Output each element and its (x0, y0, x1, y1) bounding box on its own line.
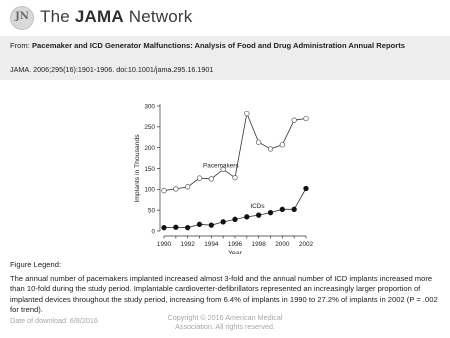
x-tick-label: 1998 (251, 241, 266, 248)
brand-bold: JAMA (74, 7, 124, 26)
copyright-line-2: Association. All rights reserved. (175, 322, 275, 331)
data-point-pacemakers (304, 116, 309, 121)
chart-axes (157, 104, 306, 239)
y-axis-title: Implants in Thousands (134, 134, 141, 203)
article-info-band (0, 36, 450, 80)
data-point-pacemakers (162, 188, 167, 193)
x-tick-label: 1996 (227, 241, 243, 248)
from-label: From: (10, 41, 30, 50)
chart-series-markers (162, 111, 309, 230)
site-header (0, 0, 450, 36)
x-tick-label: 2000 (275, 241, 290, 248)
data-point-icds (268, 210, 273, 215)
y-tick-label: 150 (144, 165, 155, 173)
brand-prefix: The (40, 7, 75, 26)
x-tick-label: 1994 (204, 241, 219, 248)
data-point-icds (245, 215, 250, 220)
y-tick-label: 100 (144, 186, 155, 194)
data-point-icds (221, 220, 226, 225)
data-point-icds (304, 186, 309, 191)
download-date: Date of download: 6/8/2016 (10, 316, 98, 325)
data-point-icds (209, 223, 214, 228)
article-citation: JAMA. 2006;295(16):1901-1906. doi:10.1001/jama.295.16.1901 (10, 65, 214, 74)
implants-line-chart (128, 96, 328, 254)
copyright-line-1: Copyright © 2016 American Medical (167, 313, 283, 322)
logo-badge-text: JN (15, 11, 29, 22)
y-tick-label: 200 (144, 144, 155, 152)
copyright-notice (150, 313, 300, 331)
brand-suffix: Network (123, 7, 193, 26)
data-point-pacemakers (256, 140, 261, 145)
y-tick-label: 0 (151, 228, 155, 236)
y-tick-label: 50 (147, 207, 155, 215)
data-point-icds (197, 222, 202, 227)
x-tick-label: 1992 (180, 241, 195, 248)
data-point-pacemakers (209, 177, 214, 182)
jama-network-logo-icon[interactable] (10, 6, 34, 30)
figure-legend (10, 260, 446, 316)
data-point-pacemakers (197, 176, 202, 181)
data-point-icds (256, 213, 261, 218)
data-point-icds (162, 225, 167, 230)
x-tick-label: 2002 (298, 241, 314, 248)
data-point-pacemakers (280, 142, 285, 147)
article-source (10, 41, 446, 50)
data-point-pacemakers (268, 147, 273, 152)
data-point-icds (174, 225, 179, 230)
data-point-pacemakers (174, 187, 179, 192)
y-tick-label: 250 (144, 124, 155, 132)
data-point-pacemakers (185, 185, 190, 190)
brand-name[interactable] (40, 7, 192, 27)
data-point-icds (280, 207, 285, 212)
figure-legend-heading: Figure Legend: (10, 260, 62, 269)
data-point-pacemakers (245, 111, 250, 116)
series-label-icds: ICDs (250, 203, 265, 211)
article-title[interactable]: Pacemaker and ICD Generator Malfunctions: Analysis of Food and Drug Administration Annual Reports (31, 41, 405, 50)
chart-labels (134, 103, 314, 254)
data-point-icds (233, 217, 238, 222)
chart-series-lines (164, 114, 306, 228)
x-tick-label: 1990 (156, 241, 172, 248)
x-axis-title: Year (228, 250, 242, 254)
y-tick-label: 300 (144, 103, 155, 111)
series-label-pacemakers: Pacemakers (203, 162, 239, 170)
data-point-icds (292, 207, 297, 212)
data-point-pacemakers (233, 175, 238, 180)
data-point-pacemakers (292, 118, 297, 123)
figure-legend-text: The annual number of pacemakers implanted increased almost 3-fold and the annual number of ICD implants increased more than 10-fold during the study period. Implantable cardioverter-defibrillators represented an increasingly larger proportion of implanted devices throughout the study period, increasing from 6.4% of implants in 1990 to 27.2% of implants in 2002 (P = .002 for trend). (10, 274, 438, 315)
data-point-icds (185, 225, 190, 230)
